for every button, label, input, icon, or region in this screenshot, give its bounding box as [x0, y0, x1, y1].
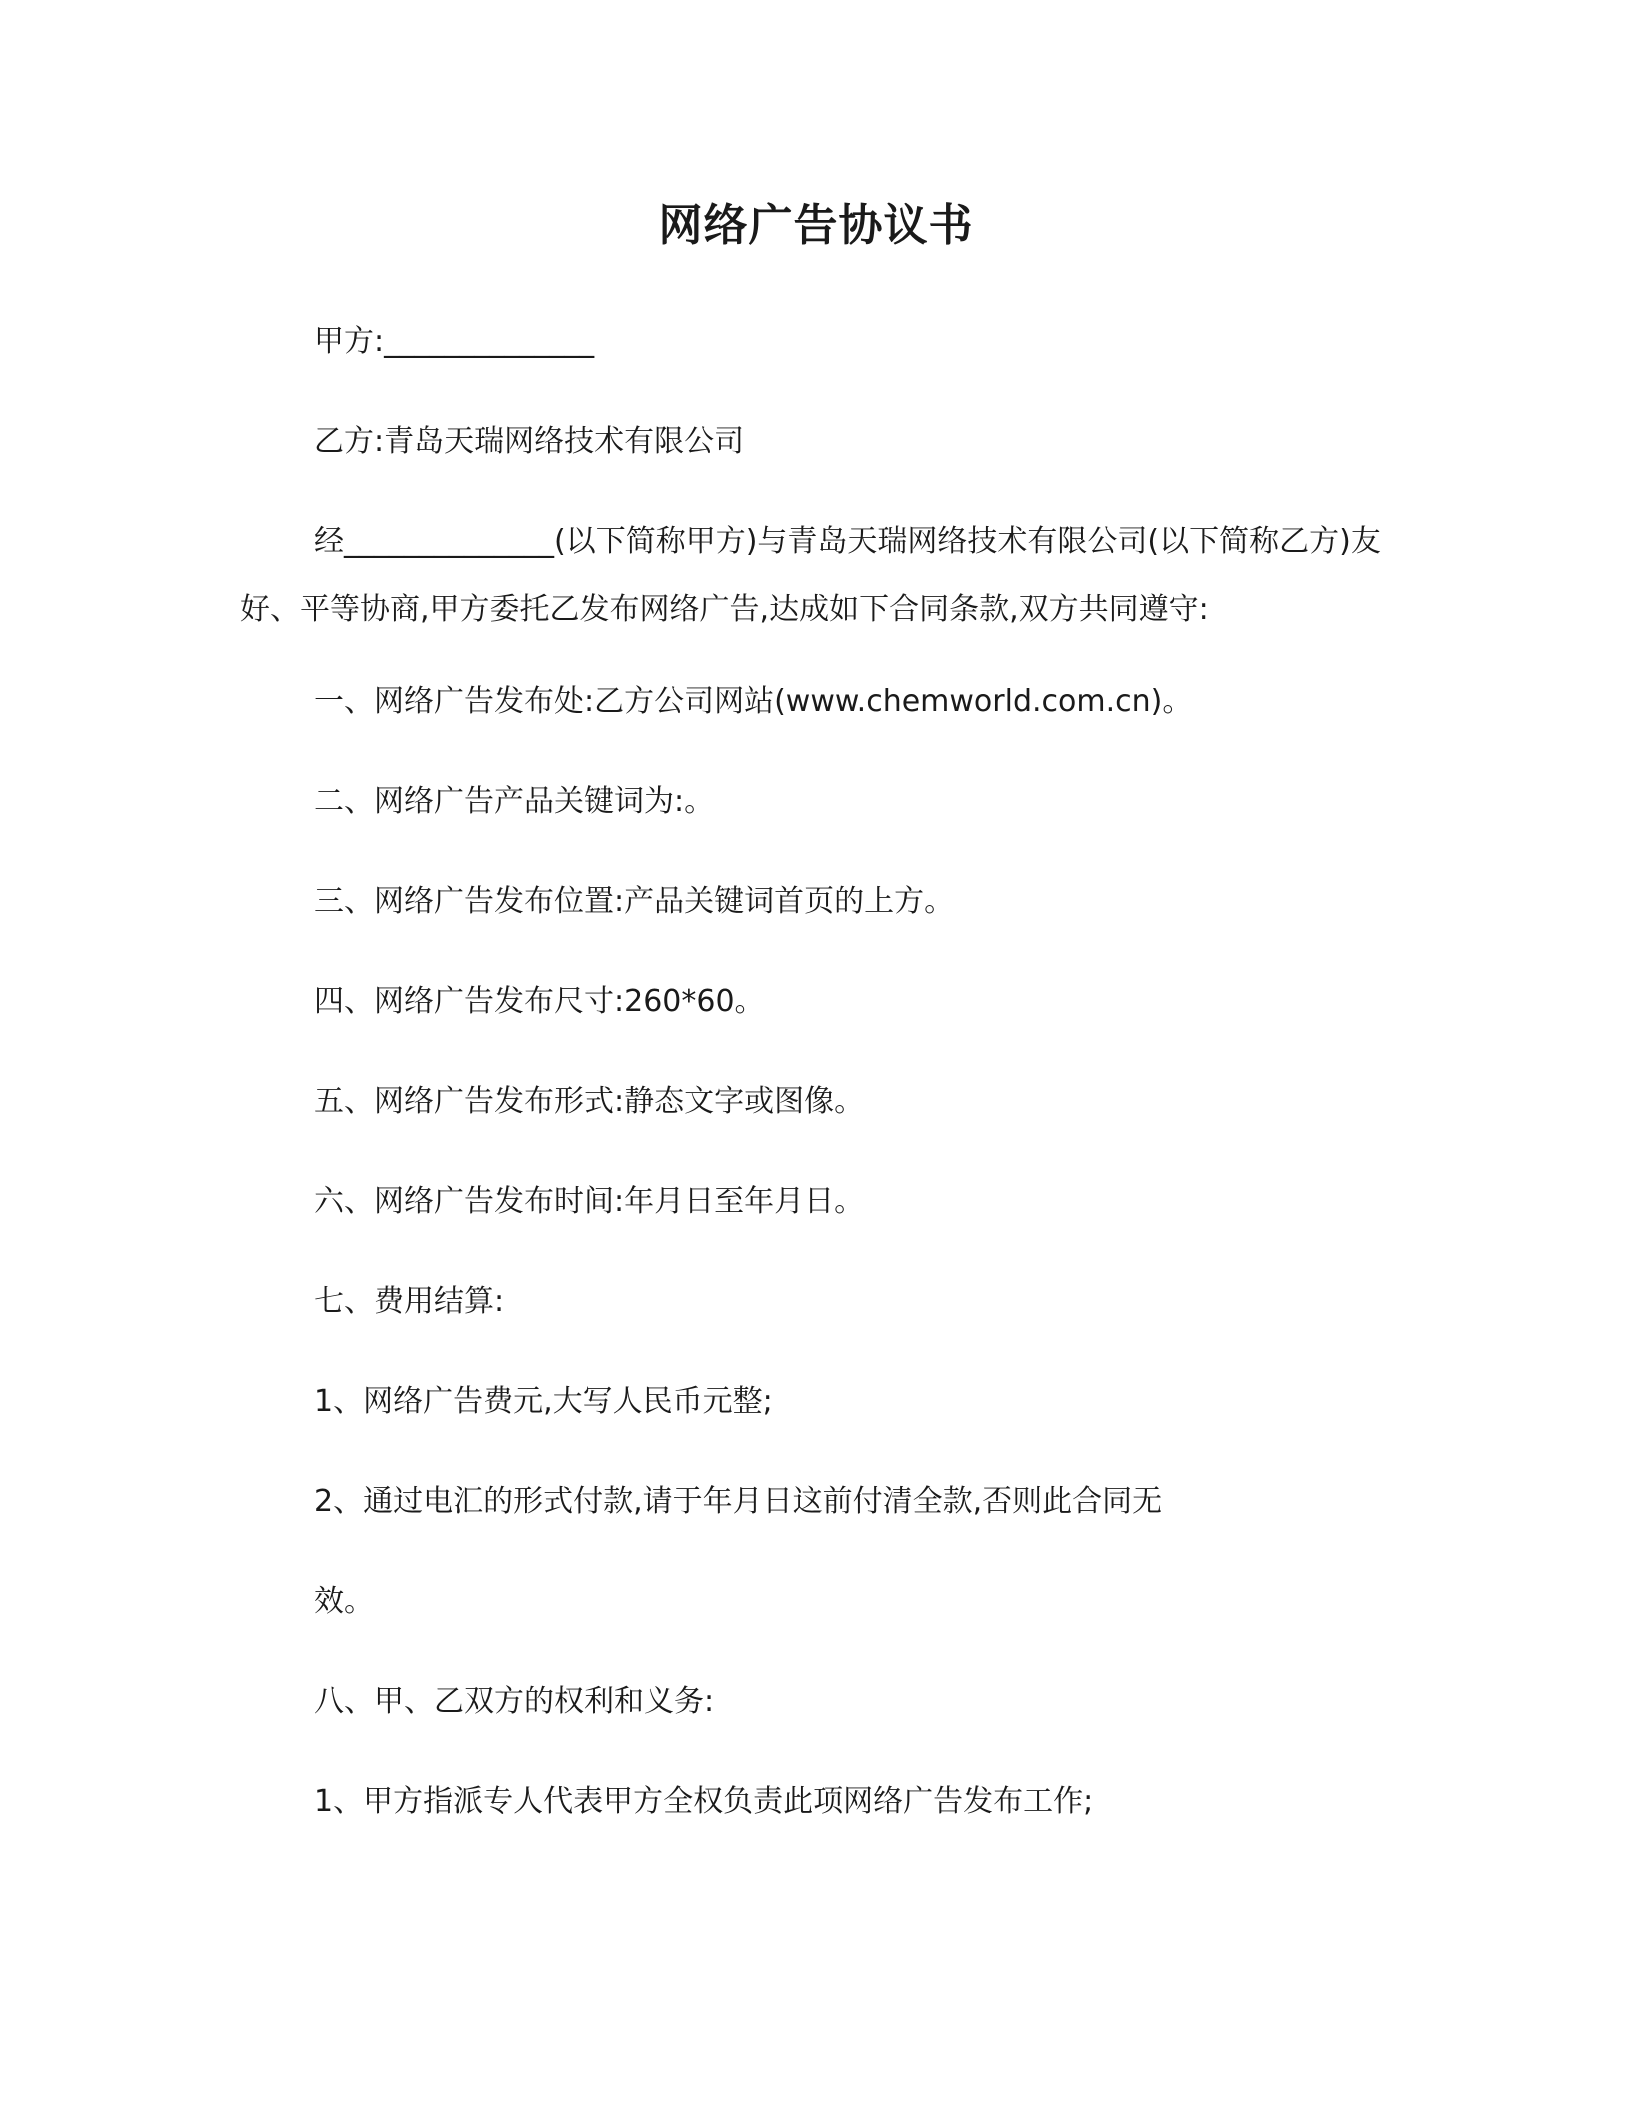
clause-4: 四、网络广告发布尺寸:260*60。: [314, 984, 765, 1019]
clause-7-item-1: 1、网络广告费元,大写人民币元整;: [314, 1384, 773, 1419]
intro-paragraph: 经______________(以下简称甲方)与青岛天瑞网络技术有限公司(以下简称乙方)友好、平等协商,甲方委托乙发布网络广告,达成如下合同条款,双方共同遵守:: [240, 524, 1381, 627]
clause-5: 五、网络广告发布形式:静态文字或图像。: [314, 1084, 865, 1119]
clause-7: 七、费用结算:: [314, 1284, 505, 1319]
document-title: 网络广告协议书: [658, 200, 974, 251]
clause-7-item-2: 2、通过电汇的形式付款,请于年月日这前付清全款,否则此合同无: [314, 1484, 1163, 1519]
party-b-line: 乙方:青岛天瑞网络技术有限公司: [314, 424, 745, 459]
clause-3: 三、网络广告发布位置:产品关键词首页的上方。: [314, 884, 955, 919]
clause-1: 一、网络广告发布处:乙方公司网站(www.chemworld.com.cn)。: [314, 684, 1193, 719]
clause-8: 八、甲、乙双方的权利和义务:: [314, 1684, 715, 1719]
party-a-line: 甲方:______________: [314, 324, 595, 359]
clause-7-item-2-cont: 效。: [314, 1584, 374, 1619]
clause-2: 二、网络广告产品关键词为:。: [314, 784, 715, 819]
clause-6: 六、网络广告发布时间:年月日至年月日。: [314, 1184, 865, 1219]
clause-8-item-1: 1、甲方指派专人代表甲方全权负责此项网络广告发布工作;: [314, 1784, 1094, 1819]
